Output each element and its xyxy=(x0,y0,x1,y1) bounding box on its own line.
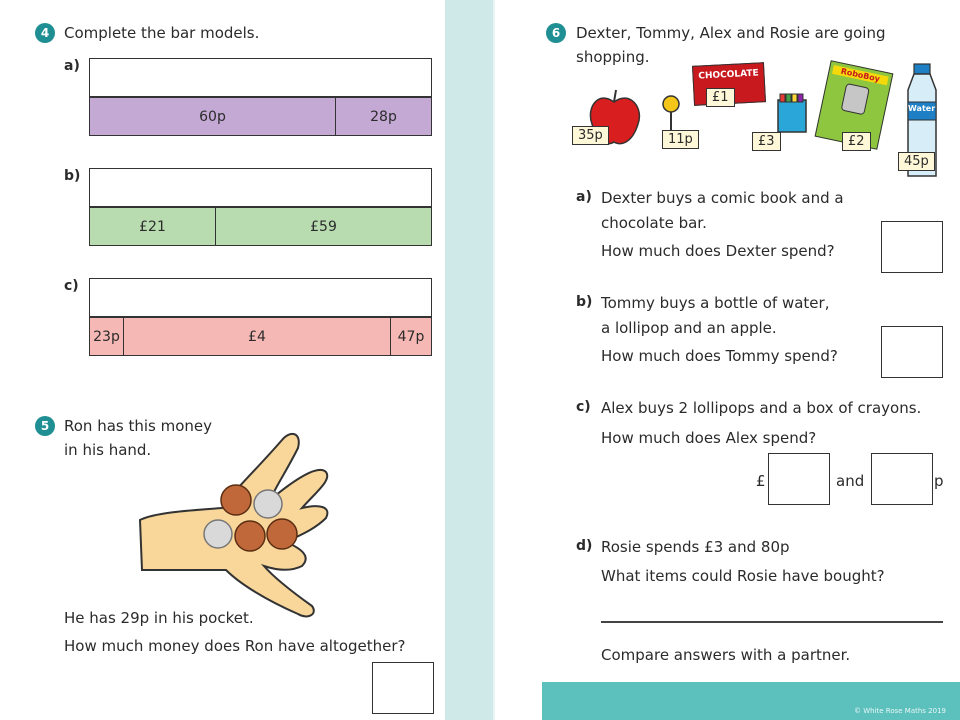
q4c-label: c) xyxy=(64,278,79,294)
compare-text: Compare answers with a partner. xyxy=(601,646,851,664)
copper-coin-icon xyxy=(221,485,251,515)
spine-edge xyxy=(493,0,495,720)
q6c-pence-box[interactable] xyxy=(871,453,933,505)
footer-copyright: © White Rose Maths 2019 xyxy=(853,707,946,715)
q6a-line-2: chocolate bar. xyxy=(601,214,707,232)
q6c-line-1: Alex buys 2 lollipops and a box of crayons. xyxy=(601,399,922,417)
q6d-line-2: What items could Rosie have bought? xyxy=(601,567,885,585)
q6-line-2: shopping. xyxy=(576,48,650,66)
q4a-segment-1: 60p xyxy=(90,98,336,135)
q6c-and-text: and xyxy=(836,472,865,490)
silver-coin-icon xyxy=(204,520,232,548)
q4a-whole-box[interactable] xyxy=(89,58,432,97)
q6a-answer-box[interactable] xyxy=(881,221,943,273)
q6d-label: d) xyxy=(576,538,593,554)
q6d-answer-line[interactable] xyxy=(601,621,943,623)
q6c-line-2: How much does Alex spend? xyxy=(601,429,817,447)
comic-title: RoboBoy xyxy=(832,65,889,85)
q4c-segment-1: 23p xyxy=(90,318,124,355)
q6d-line-1: Rosie spends £3 and 80p xyxy=(601,538,790,556)
q6c-label: c) xyxy=(576,399,591,415)
q6b-label: b) xyxy=(576,294,593,310)
water-price-tag: 45p xyxy=(898,152,935,171)
q6a-line-1: Dexter buys a comic book and a xyxy=(601,189,844,207)
crayons-price-tag: £3 xyxy=(752,132,781,151)
crayons-box-icon xyxy=(776,92,808,134)
q4b-segment-2: £59 xyxy=(216,208,431,245)
q4c-segment-2: £4 xyxy=(124,318,391,355)
q6c-pound-sign: £ xyxy=(756,472,766,490)
chocolate-price-tag: £1 xyxy=(706,88,735,107)
hand-with-coins-image xyxy=(136,420,336,620)
q4a-label: a) xyxy=(64,58,80,74)
q4c-bar xyxy=(89,317,432,356)
silver-coin-icon xyxy=(254,490,282,518)
q6b-line-2: a lollipop and an apple. xyxy=(601,319,777,337)
page-spine xyxy=(445,0,495,720)
copper-coin-icon xyxy=(235,521,265,551)
copper-coin-icon xyxy=(267,519,297,549)
q6c-pounds-box[interactable] xyxy=(768,453,830,505)
q5-line-2: in his hand. xyxy=(64,441,152,459)
question-number-4: 4 xyxy=(35,23,55,43)
lollipop-icon xyxy=(660,94,682,134)
q4c-segment-3: 47p xyxy=(391,318,431,355)
q5-line-1: Ron has this money xyxy=(64,417,213,435)
q4a-bar xyxy=(89,97,432,136)
hand-shape xyxy=(140,434,327,617)
q4b-bar xyxy=(89,207,432,246)
chocolate-bar-image: CHOCOLATE xyxy=(692,62,766,106)
q4c-whole-box[interactable] xyxy=(89,278,432,317)
q4-title: Complete the bar models. xyxy=(64,24,260,42)
q6b-line-3: How much does Tommy spend? xyxy=(601,347,838,365)
q4a-segment-2: 28p xyxy=(336,98,431,135)
lollipop-price-tag: 11p xyxy=(662,130,699,149)
q6a-label: a) xyxy=(576,189,592,205)
question-number-5: 5 xyxy=(35,416,55,436)
comic-price-tag: £2 xyxy=(842,132,871,151)
robot-icon xyxy=(841,83,870,115)
q5-answer-box[interactable] xyxy=(372,662,434,714)
q6b-line-1: Tommy buys a bottle of water, xyxy=(601,294,830,312)
q5-line-3: He has 29p in his pocket. xyxy=(64,609,254,627)
footer-band xyxy=(542,682,960,720)
q4b-label: b) xyxy=(64,168,81,184)
water-bottle-label: Water xyxy=(908,104,936,113)
q6a-line-3: How much does Dexter spend? xyxy=(601,242,835,260)
q4b-segment-1: £21 xyxy=(90,208,216,245)
q6-line-1: Dexter, Tommy, Alex and Rosie are going xyxy=(576,24,886,42)
q4b-whole-box[interactable] xyxy=(89,168,432,207)
apple-price-tag: 35p xyxy=(572,126,609,145)
question-number-6: 6 xyxy=(546,23,566,43)
q6b-answer-box[interactable] xyxy=(881,326,943,378)
q6c-p-sign: p xyxy=(934,472,944,490)
q5-line-4: How much money does Ron have altogether? xyxy=(64,637,406,655)
